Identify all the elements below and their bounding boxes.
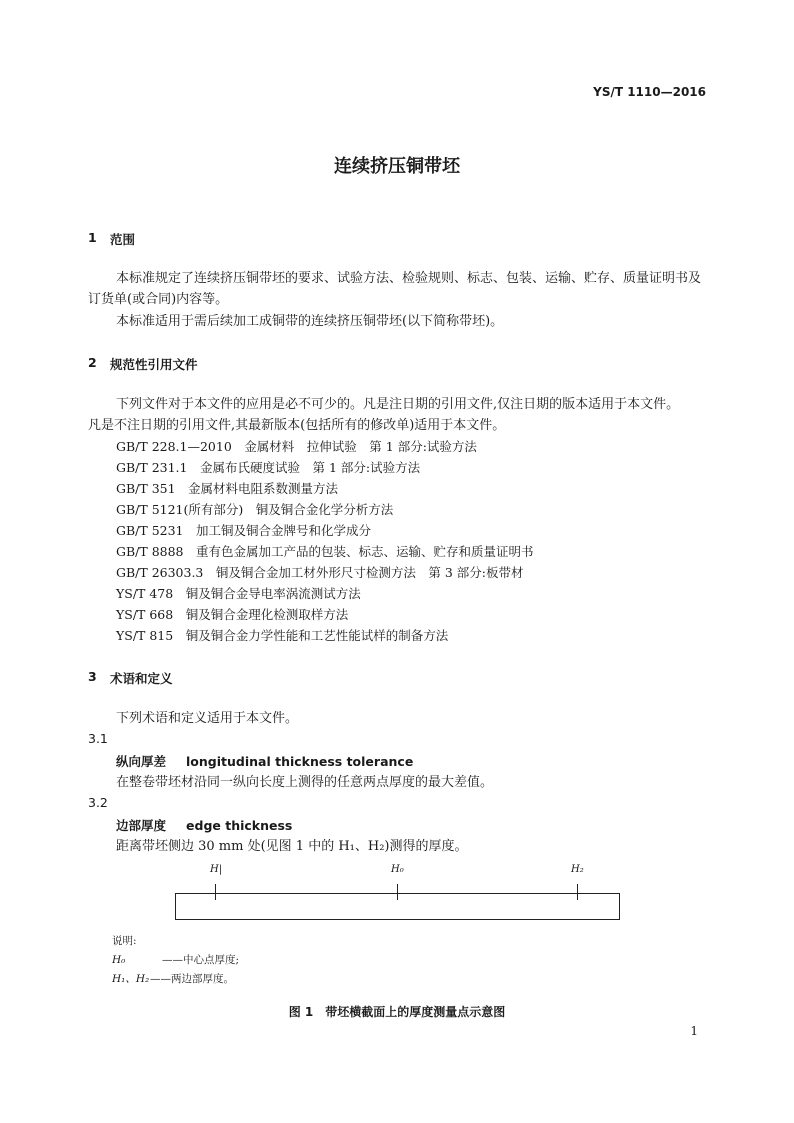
reference-item: YS/T 668 铜及铜合金理化检测取样方法	[116, 607, 349, 622]
section-2-number: 2	[88, 355, 97, 370]
term-chinese: 纵向厚差	[116, 754, 167, 769]
strip-cross-section	[175, 893, 620, 920]
reference-item: YS/T 815 铜及铜合金力学性能和工艺性能试样的制备方法	[116, 628, 449, 643]
section-1-title: 范围	[110, 232, 136, 247]
legend-item	[112, 971, 234, 986]
figure-label-h2: H₂	[571, 864, 584, 875]
reference-item: GB/T 26303.3 铜及铜合金加工材外形尺寸检测方法 第 3 部分:板带材	[116, 565, 524, 580]
term-number: 3.2	[88, 795, 108, 810]
term-chinese: 边部厚度	[116, 818, 167, 833]
figure-label-h0: H₀	[391, 864, 404, 875]
term-heading	[116, 816, 292, 834]
term-number: 3.1	[88, 731, 108, 746]
document-title: 连续挤压铜带坯	[334, 156, 460, 177]
legend-item	[112, 952, 239, 967]
section-1-paragraph-1-line-1: 本标准规定了连续挤压铜带坯的要求、试验方法、检验规则、标志、包装、运输、贮存、质量证明书及	[116, 271, 702, 286]
figure-label-h1: H|	[210, 864, 223, 875]
figure-caption: 图 1 带坯横截面上的厚度测量点示意图	[288, 1005, 506, 1019]
reference-item: GB/T 351 金属材料电阻系数测量方法	[116, 481, 339, 496]
legend-text: 两边部厚度。	[171, 973, 234, 985]
legend-symbol: H₀	[112, 954, 126, 966]
section-2-intro-line-2: 凡是不注日期的引用文件,其最新版本(包括所有的修改单)适用于本文件。	[88, 418, 506, 433]
section-3-title: 术语和定义	[110, 671, 173, 686]
reference-item: GB/T 8888 重有色金属加工产品的包装、标志、运输、贮存和质量证明书	[116, 544, 534, 559]
section-3-intro: 下列术语和定义适用于本文件。	[116, 711, 299, 726]
page-number: 1	[690, 1024, 698, 1038]
term-english: longitudinal thickness tolerance	[186, 754, 414, 769]
legend-text: 中心点厚度;	[183, 954, 240, 966]
term-definition: 在整卷带坯材沿同一纵向长度上测得的任意两点厚度的最大差值。	[116, 775, 494, 790]
reference-item: GB/T 231.1 金属布氏硬度试验 第 1 部分:试验方法	[116, 460, 421, 475]
reference-item: GB/T 228.1—2010 金属材料 拉伸试验 第 1 部分:试验方法	[116, 439, 477, 454]
legend-symbol: H₁、H₂	[112, 973, 150, 985]
section-1-number: 1	[88, 230, 97, 245]
reference-item: GB/T 5231 加工铜及铜合金牌号和化学成分	[116, 523, 372, 538]
section-1-paragraph-2: 本标准适用于需后续加工成铜带的连续挤压铜带坯(以下简称带坯)。	[116, 314, 504, 329]
section-1-paragraph-1-line-2: 订货单(或合同)内容等。	[88, 292, 229, 307]
term-definition: 距离带坯侧边 30 mm 处(见图 1 中的 H₁、H₂)测得的厚度。	[116, 839, 468, 854]
section-3-number: 3	[88, 669, 97, 684]
legend-dash: ——	[150, 973, 171, 985]
section-2-intro-line-1: 下列文件对于本文件的应用是必不可少的。凡是注日期的引用文件,仅注日期的版本适用于本文件。	[116, 397, 680, 412]
reference-item: YS/T 478 铜及铜合金导电率涡流测试方法	[116, 586, 361, 601]
legend-title: 说明:	[112, 935, 137, 947]
term-english: edge thickness	[186, 818, 293, 833]
term-heading	[116, 752, 413, 770]
standard-code: YS/T 1110—2016	[593, 85, 706, 99]
section-2-title: 规范性引用文件	[110, 357, 198, 372]
legend-dash: ——	[162, 954, 183, 966]
reference-item: GB/T 5121(所有部分) 铜及铜合金化学分析方法	[116, 502, 394, 517]
